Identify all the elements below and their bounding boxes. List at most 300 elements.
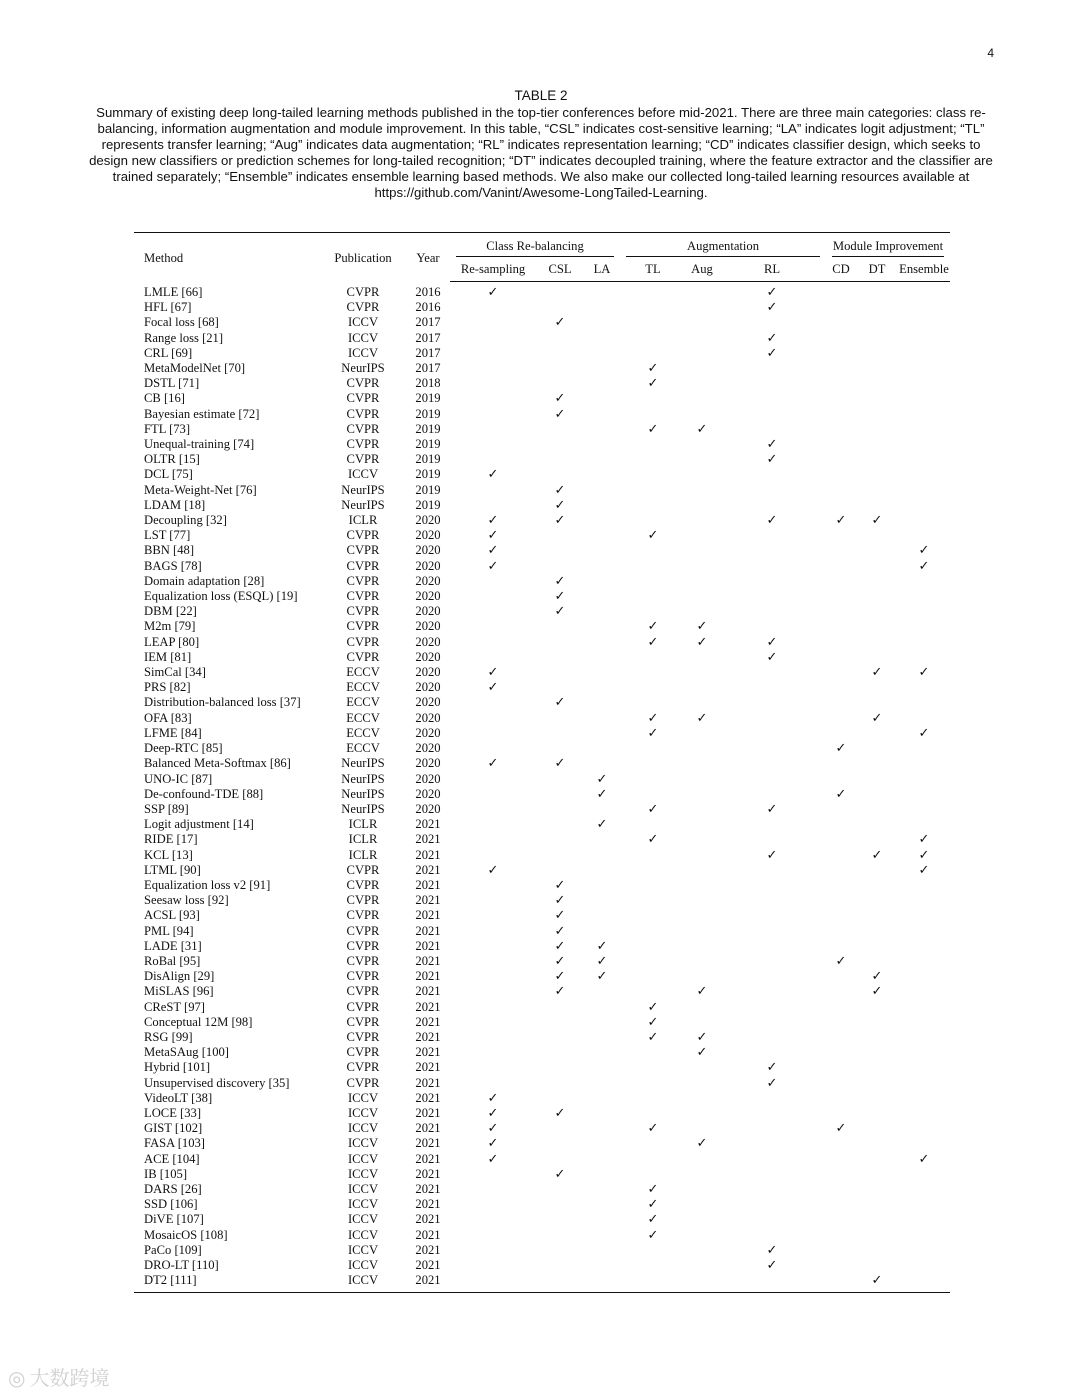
cell-tl: [620, 513, 686, 528]
cell-aug: [686, 498, 718, 513]
cell-cd: [826, 1121, 856, 1136]
cell-publication: CVPR: [346, 376, 380, 391]
cell-publication: CVPR: [346, 953, 380, 968]
cell-dt: [856, 939, 898, 954]
cell-la: [584, 665, 620, 680]
check-icon: ✓: [554, 406, 566, 422]
cell-la: [584, 346, 620, 361]
cell-method: CRL [69]: [144, 345, 193, 360]
check-icon: ✓: [554, 1166, 566, 1182]
cell-dt: [856, 787, 898, 802]
check-icon: ✓: [487, 756, 499, 772]
cell-year: 2019: [415, 497, 441, 512]
check-icon: ✓: [554, 497, 566, 513]
cell-year: 2021: [415, 1227, 441, 1242]
cell-tl: [620, 635, 686, 650]
cell-tl: [620, 407, 686, 422]
cell-la: [584, 848, 620, 863]
check-icon: ✓: [647, 1212, 659, 1228]
cell-method: LTML [90]: [144, 862, 201, 877]
cell-la: [584, 650, 620, 665]
cell-year: 2019: [415, 467, 441, 482]
cell-aug: [686, 1076, 718, 1091]
cell-tl: [620, 924, 686, 939]
cell-publication: CVPR: [346, 877, 380, 892]
cell-la: [584, 300, 620, 315]
cell-method: M2m [79]: [144, 619, 196, 634]
cell-dt: [856, 1182, 898, 1197]
table-row: [134, 893, 950, 908]
cell-cd: [826, 1106, 856, 1121]
check-icon: ✓: [554, 482, 566, 498]
cell-year: 2020: [415, 801, 441, 816]
check-icon: ✓: [554, 923, 566, 939]
cell-dt: [856, 832, 898, 847]
cell-tl: [620, 1258, 686, 1273]
cell-la: [584, 282, 620, 301]
cell-method: MetaModelNet [70]: [144, 361, 246, 376]
cell-rl: [718, 528, 826, 543]
cell-method: UNO-IC [87]: [144, 771, 213, 786]
table-row: [134, 300, 950, 315]
cell-publication: ICCV: [347, 1090, 379, 1105]
cell-tl: [620, 1273, 686, 1293]
cell-cd: [826, 741, 856, 756]
cell-la: [584, 1228, 620, 1243]
cell-publication: CVPR: [346, 284, 380, 299]
cell-re-sampling: [450, 346, 536, 361]
cell-method: BAGS [78]: [144, 558, 202, 573]
cell-aug: [686, 1212, 718, 1227]
cell-tl: [620, 817, 686, 832]
table-row: [134, 619, 950, 634]
cell-aug: [686, 452, 718, 467]
cell-aug: [686, 665, 718, 680]
check-icon: ✓: [487, 1151, 499, 1167]
cell-year: 2017: [415, 345, 441, 360]
cell-rl: [718, 908, 826, 923]
cell-la: [584, 878, 620, 893]
cell-aug: [686, 528, 718, 543]
cell-cd: [826, 315, 856, 330]
cell-rl: [718, 863, 826, 878]
cell-re-sampling: [450, 437, 536, 452]
header-rl: RL: [718, 257, 826, 282]
cell-la: [584, 528, 620, 543]
cell-aug: [686, 1152, 718, 1167]
cell-cd: [826, 437, 856, 452]
cell-ensemble: [898, 1136, 950, 1151]
cell-dt: [856, 756, 898, 771]
cell-csl: [536, 1212, 584, 1227]
check-icon: ✓: [554, 893, 566, 909]
cell-csl: [536, 1000, 584, 1015]
cell-la: [584, 543, 620, 558]
cell-tl: [620, 1243, 686, 1258]
cell-publication: ICCV: [347, 467, 379, 482]
cell-aug: [686, 832, 718, 847]
cell-publication: ECCV: [346, 741, 380, 756]
cell-cd: [826, 1000, 856, 1015]
cell-dt: [856, 1121, 898, 1136]
table-row: [134, 695, 950, 710]
cell-re-sampling: [450, 665, 536, 680]
check-icon: ✓: [554, 1105, 566, 1121]
cell-csl: [536, 619, 584, 634]
cell-tl: [620, 939, 686, 954]
table-row: [134, 604, 950, 619]
cell-dt: [856, 1273, 898, 1293]
cell-ensemble: [898, 391, 950, 406]
cell-ensemble: [898, 680, 950, 695]
cell-rl: [718, 832, 826, 847]
cell-tl: [620, 695, 686, 710]
cell-rl: [718, 1045, 826, 1060]
cell-method: PML [94]: [144, 923, 194, 938]
cell-cd: [826, 391, 856, 406]
cell-method: IEM [81]: [144, 649, 192, 664]
cell-dt: [856, 969, 898, 984]
table-row: [134, 589, 950, 604]
cell-csl: [536, 315, 584, 330]
cell-la: [584, 772, 620, 787]
cell-cd: [826, 802, 856, 817]
cell-publication: CVPR: [346, 452, 380, 467]
cell-la: [584, 726, 620, 741]
cell-dt: [856, 1167, 898, 1182]
cell-rl: [718, 969, 826, 984]
cell-method: RIDE [17]: [144, 832, 198, 847]
cell-csl: [536, 1197, 584, 1212]
cell-aug: [686, 574, 718, 589]
cell-cd: [826, 300, 856, 315]
cell-rl: [718, 756, 826, 771]
cell-cd: [826, 954, 856, 969]
cell-ensemble: [898, 619, 950, 634]
cell-dt: [856, 1000, 898, 1015]
check-icon: ✓: [918, 862, 930, 878]
cell-rl: [718, 711, 826, 726]
cell-rl: [718, 802, 826, 817]
cell-rl: [718, 543, 826, 558]
table-row: [134, 1045, 950, 1060]
cell-cd: [826, 1015, 856, 1030]
check-icon: ✓: [696, 634, 708, 650]
check-icon: ✓: [647, 1121, 659, 1137]
check-icon: ✓: [766, 801, 778, 817]
cell-dt: [856, 483, 898, 498]
cell-year: 2016: [415, 284, 441, 299]
cell-csl: [536, 589, 584, 604]
table-row: [134, 756, 950, 771]
cell-tl: [620, 391, 686, 406]
cell-year: 2020: [415, 725, 441, 740]
cell-re-sampling: [450, 726, 536, 741]
cell-re-sampling: [450, 391, 536, 406]
check-icon: ✓: [918, 543, 930, 559]
cell-re-sampling: [450, 1273, 536, 1293]
cell-method: LST [77]: [144, 528, 191, 543]
cell-aug: [686, 893, 718, 908]
cell-tl: [620, 1076, 686, 1091]
cell-publication: CVPR: [346, 391, 380, 406]
cell-ensemble: [898, 604, 950, 619]
table-row: [134, 832, 950, 847]
cell-cd: [826, 604, 856, 619]
cell-re-sampling: [450, 1121, 536, 1136]
cell-re-sampling: [450, 1197, 536, 1212]
cell-la: [584, 924, 620, 939]
table-row: [134, 1121, 950, 1136]
cell-publication: ICCV: [347, 1197, 379, 1212]
table-row: [134, 1243, 950, 1258]
cell-la: [584, 969, 620, 984]
cell-cd: [826, 1076, 856, 1091]
cell-aug: [686, 543, 718, 558]
cell-la: [584, 483, 620, 498]
cell-rl: [718, 893, 826, 908]
cell-csl: [536, 282, 584, 301]
cell-csl: [536, 513, 584, 528]
cell-year: 2021: [415, 1014, 441, 1029]
cell-method: HFL [67]: [144, 300, 192, 315]
cell-csl: [536, 665, 584, 680]
table-row: [134, 848, 950, 863]
cell-year: 2020: [415, 680, 441, 695]
cell-csl: [536, 559, 584, 574]
cell-cd: [826, 665, 856, 680]
cell-csl: [536, 969, 584, 984]
cell-year: 2020: [415, 589, 441, 604]
watermark-logo-icon: ◎: [8, 1366, 26, 1390]
cell-la: [584, 1091, 620, 1106]
cell-method: RSG [99]: [144, 1029, 193, 1044]
cell-tl: [620, 711, 686, 726]
cell-ensemble: [898, 315, 950, 330]
check-icon: ✓: [835, 786, 847, 802]
cell-year: 2021: [415, 984, 441, 999]
cell-ensemble: [898, 483, 950, 498]
cell-dt: [856, 954, 898, 969]
check-icon: ✓: [696, 1136, 708, 1152]
cell-ensemble: [898, 1182, 950, 1197]
cell-year: 2021: [415, 908, 441, 923]
cell-ensemble: [898, 513, 950, 528]
cell-tl: [620, 665, 686, 680]
cell-rl: [718, 376, 826, 391]
cell-year: 2021: [415, 1090, 441, 1105]
cell-tl: [620, 908, 686, 923]
check-icon: ✓: [766, 1242, 778, 1258]
check-icon: ✓: [487, 285, 499, 300]
check-icon: ✓: [647, 421, 659, 437]
cell-rl: [718, 422, 826, 437]
header-tl: TL: [620, 257, 686, 282]
cell-method: Balanced Meta-Softmax [86]: [144, 756, 291, 771]
cell-rl: [718, 559, 826, 574]
cell-ensemble: [898, 924, 950, 939]
cell-rl: [718, 665, 826, 680]
cell-csl: [536, 711, 584, 726]
cell-year: 2021: [415, 1181, 441, 1196]
cell-la: [584, 939, 620, 954]
cell-ensemble: [898, 1045, 950, 1060]
cell-re-sampling: [450, 422, 536, 437]
cell-la: [584, 315, 620, 330]
cell-dt: [856, 984, 898, 999]
cell-csl: [536, 848, 584, 863]
cell-year: 2021: [415, 1166, 441, 1181]
cell-year: 2019: [415, 437, 441, 452]
cell-rl: [718, 619, 826, 634]
cell-re-sampling: [450, 969, 536, 984]
cell-aug: [686, 437, 718, 452]
cell-year: 2020: [415, 756, 441, 771]
cell-method: Deep-RTC [85]: [144, 741, 223, 756]
cell-rl: [718, 650, 826, 665]
cell-tl: [620, 1106, 686, 1121]
cell-rl: [718, 1076, 826, 1091]
cell-year: 2020: [415, 573, 441, 588]
cell-cd: [826, 543, 856, 558]
watermark-text: 大数跨境: [29, 1366, 110, 1390]
cell-csl: [536, 1091, 584, 1106]
cell-tl: [620, 376, 686, 391]
cell-rl: [718, 939, 826, 954]
cell-ensemble: [898, 1076, 950, 1091]
cell-dt: [856, 513, 898, 528]
cell-rl: [718, 772, 826, 787]
cell-dt: [856, 589, 898, 604]
cell-publication: CVPR: [346, 589, 380, 604]
table-row: [134, 559, 950, 574]
cell-year: 2020: [415, 558, 441, 573]
cell-rl: [718, 787, 826, 802]
check-icon: ✓: [647, 1014, 659, 1030]
cell-aug: [686, 954, 718, 969]
cell-method: DT2 [111]: [144, 1273, 197, 1288]
cell-csl: [536, 1136, 584, 1151]
cell-re-sampling: [450, 1136, 536, 1151]
cell-aug: [686, 817, 718, 832]
cell-publication: ICCV: [347, 1166, 379, 1181]
cell-ensemble: [898, 863, 950, 878]
cell-dt: [856, 741, 898, 756]
table-row: [134, 1167, 950, 1182]
cell-ensemble: [898, 1167, 950, 1182]
cell-aug: [686, 772, 718, 787]
check-icon: ✓: [554, 315, 566, 331]
cell-aug: [686, 878, 718, 893]
cell-csl: [536, 1045, 584, 1060]
cell-tl: [620, 483, 686, 498]
cell-rl: [718, 1136, 826, 1151]
cell-tl: [620, 528, 686, 543]
cell-csl: [536, 528, 584, 543]
cell-aug: [686, 1015, 718, 1030]
cell-ensemble: [898, 1121, 950, 1136]
cell-aug: [686, 559, 718, 574]
header-dt: DT: [856, 257, 898, 282]
cell-year: 2021: [415, 969, 441, 984]
cell-year: 2018: [415, 376, 441, 391]
check-icon: ✓: [766, 300, 778, 316]
cell-csl: [536, 893, 584, 908]
check-icon: ✓: [766, 1075, 778, 1091]
cell-dt: [856, 1030, 898, 1045]
cell-re-sampling: [450, 863, 536, 878]
check-icon: ✓: [918, 832, 930, 848]
check-icon: ✓: [766, 285, 778, 300]
cell-tl: [620, 1121, 686, 1136]
cell-tl: [620, 680, 686, 695]
cell-dt: [856, 559, 898, 574]
cell-ensemble: [898, 1197, 950, 1212]
cell-re-sampling: [450, 817, 536, 832]
cell-cd: [826, 863, 856, 878]
cell-re-sampling: [450, 848, 536, 863]
cell-rl: [718, 848, 826, 863]
table-row: [134, 437, 950, 452]
cell-year: 2017: [415, 330, 441, 345]
cell-tl: [620, 604, 686, 619]
header-csl: CSL: [536, 257, 584, 282]
table-row: [134, 498, 950, 513]
cell-aug: [686, 331, 718, 346]
cell-year: 2019: [415, 452, 441, 467]
table-row: [134, 741, 950, 756]
cell-cd: [826, 331, 856, 346]
cell-method: Domain adaptation [28]: [144, 573, 265, 588]
cell-re-sampling: [450, 589, 536, 604]
check-icon: ✓: [647, 376, 659, 392]
cell-year: 2021: [415, 1212, 441, 1227]
cell-rl: [718, 1091, 826, 1106]
table-row: [134, 483, 950, 498]
cell-rl: [718, 300, 826, 315]
cell-year: 2020: [415, 513, 441, 528]
cell-method: FASA [103]: [144, 1136, 205, 1151]
cell-ensemble: [898, 543, 950, 558]
cell-dt: [856, 848, 898, 863]
table-row: [134, 407, 950, 422]
cell-la: [584, 1121, 620, 1136]
check-icon: ✓: [647, 999, 659, 1015]
cell-method: Focal loss [68]: [144, 315, 219, 330]
cell-rl: [718, 604, 826, 619]
table-row: [134, 315, 950, 330]
cell-ensemble: [898, 1212, 950, 1227]
cell-la: [584, 513, 620, 528]
table-row: [134, 650, 950, 665]
cell-tl: [620, 787, 686, 802]
cell-aug: [686, 391, 718, 406]
cell-la: [584, 1182, 620, 1197]
cell-method: SSP [89]: [144, 801, 189, 816]
cell-la: [584, 331, 620, 346]
check-icon: ✓: [647, 1181, 659, 1197]
cell-cd: [826, 969, 856, 984]
cell-re-sampling: [450, 407, 536, 422]
cell-la: [584, 1243, 620, 1258]
cell-tl: [620, 1030, 686, 1045]
check-icon: ✓: [871, 710, 883, 726]
table-body: [134, 282, 950, 1293]
cell-tl: [620, 893, 686, 908]
cell-method: RoBal [95]: [144, 953, 201, 968]
cell-ensemble: [898, 878, 950, 893]
cell-method: Unequal-training [74]: [144, 437, 255, 452]
